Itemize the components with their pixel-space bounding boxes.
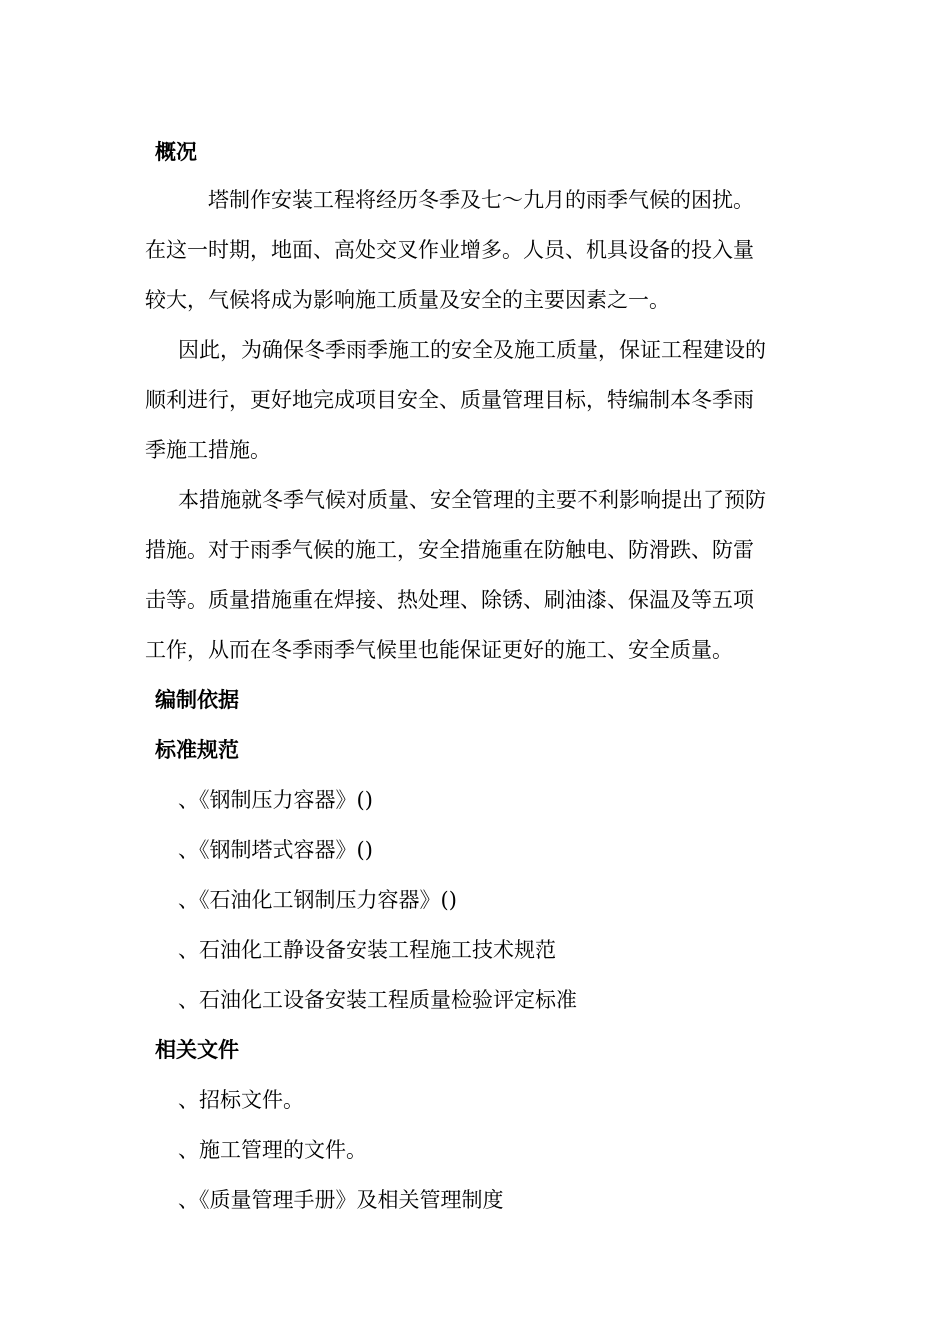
paragraph-line: 在这一时期，地面、高处交叉作业增多。人员、机具设备的投入量 [145, 238, 754, 262]
list-item: 、石油化工静设备安装工程施工技术规范 [178, 938, 556, 962]
section-heading-standards: 标准规范 [155, 738, 239, 762]
list-item: 、《钢制压力容器》() [178, 788, 373, 812]
list-item: 、《质量管理手册》及相关管理制度 [178, 1188, 504, 1212]
list-item: 、石油化工设备安装工程质量检验评定标准 [178, 988, 577, 1012]
list-item: 、施工管理的文件。 [178, 1138, 367, 1162]
section-heading-documents: 相关文件 [155, 1038, 239, 1062]
list-item: 、招标文件。 [178, 1088, 304, 1112]
paragraph-line: 措施。对于雨季气候的施工，安全措施重在防触电、防滑跌、防雷 [145, 538, 754, 562]
list-item: 、《钢制塔式容器》() [178, 838, 373, 862]
paragraph-line: 本措施就冬季气候对质量、安全管理的主要不利影响提出了预防 [178, 488, 766, 512]
paragraph-line: 塔制作安装工程将经历冬季及七～九月的雨季气候的困扰。 [208, 188, 754, 212]
paragraph-line: 击等。质量措施重在焊接、热处理、除锈、刷油漆、保温及等五项 [145, 588, 754, 612]
section-heading-overview: 概况 [155, 140, 197, 164]
paragraph-line: 季施工措施。 [145, 438, 271, 462]
paragraph-line: 因此，为确保冬季雨季施工的安全及施工质量，保证工程建设的 [178, 338, 766, 362]
section-heading-basis: 编制依据 [155, 688, 239, 712]
paragraph-line: 工作，从而在冬季雨季气候里也能保证更好的施工、安全质量。 [145, 638, 733, 662]
list-item: 、《石油化工钢制压力容器》() [178, 888, 457, 912]
paragraph-line: 较大，气候将成为影响施工质量及安全的主要因素之一。 [145, 288, 670, 312]
paragraph-line: 顺利进行，更好地完成项目安全、质量管理目标，特编制本冬季雨 [145, 388, 754, 412]
